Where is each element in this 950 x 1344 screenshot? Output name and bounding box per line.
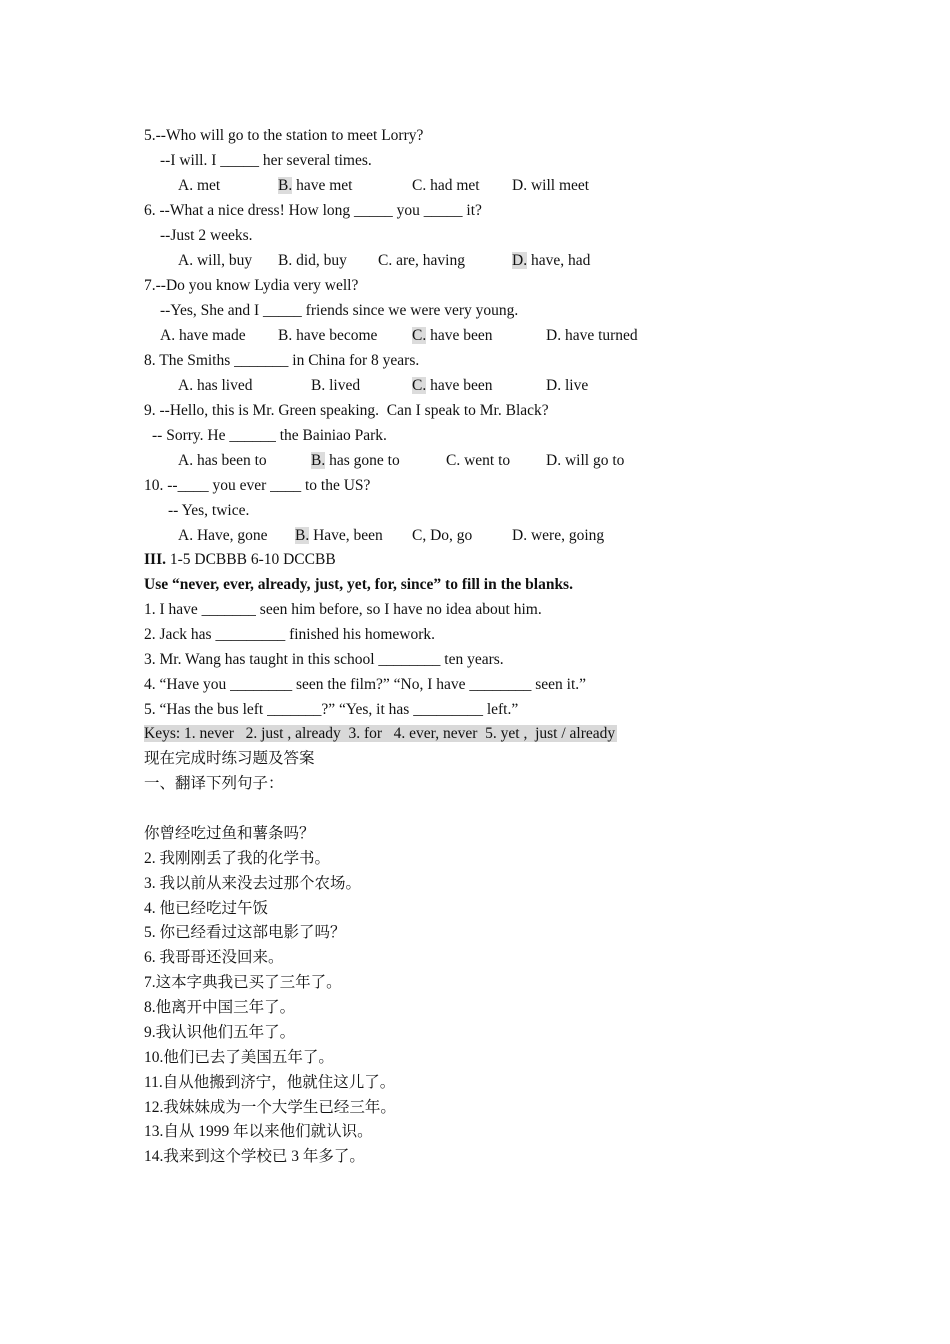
question-5-stem: 5.--Who will go to the station to meet Lorry? [144, 127, 424, 144]
option-b: B. have become [278, 327, 378, 344]
fill-item: 5. “Has the bus left _______?” “Yes, it has _________ left.” [144, 701, 519, 718]
option-b: B. has gone to [311, 452, 400, 469]
answer-highlight: D. [512, 252, 528, 269]
question-9-reply: -- Sorry. He ______ the Bainiao Park. [152, 427, 387, 444]
section-subtitle: 一、翻译下列句子： [144, 775, 284, 792]
question-9-stem: 9. --Hello, this is Mr. Green speaking. Can I speak to Mr. Black? [144, 402, 549, 419]
section-label: III. [144, 551, 166, 568]
option-a: A. has lived [178, 377, 253, 394]
question-10-reply: -- Yes, twice. [168, 502, 250, 519]
option-c: C. have been [412, 377, 493, 394]
translation-item: 10.他们已去了美国五年了。 [144, 1049, 334, 1066]
translation-item: 7.这本字典我已买了三年了。 [144, 974, 342, 991]
translation-item: 13.自从 1999 年以来他们就认识。 [144, 1123, 373, 1140]
question-7-stem: 7.--Do you know Lydia very well? [144, 277, 359, 294]
answer-key-line: III. 1-5 DCBBB 6-10 DCCBB [144, 551, 336, 568]
option-c: C. have been [412, 327, 493, 344]
translation-item: 2. 我刚刚丢了我的化学书。 [144, 850, 331, 867]
translation-item: 9.我认识他们五年了。 [144, 1024, 296, 1041]
option-d: D. were, going [512, 527, 605, 544]
option-b: B. Have, been [295, 527, 383, 544]
option-d: D. will meet [512, 177, 590, 194]
translation-item: 你曾经吃过鱼和薯条吗？ [144, 825, 315, 842]
question-10-stem: 10. --____ you ever ____ to the US? [144, 477, 371, 494]
option-b: B. lived [311, 377, 361, 394]
option-d: D. have turned [546, 327, 638, 344]
question-8-stem: 8. The Smiths _______ in China for 8 years. [144, 352, 420, 369]
translation-item: 12.我妹妹成为一个大学生已经三年。 [144, 1099, 396, 1116]
question-6-reply: --Just 2 weeks. [160, 227, 253, 244]
option-a: A. Have, gone [178, 527, 268, 544]
answer-highlight: B. [278, 177, 293, 194]
question-7-reply: --Yes, She and I _____ friends since we were very young. [160, 302, 519, 319]
option-c: C. went to [446, 452, 511, 469]
answer-highlight: C. [412, 377, 427, 394]
translation-item: 3. 我以前从来没去过那个农场。 [144, 875, 362, 892]
fill-keys: Keys: 1. never 2. just , already 3. for 4. ever, never 5. yet , just / already [144, 725, 616, 742]
option-c: C, Do, go [412, 527, 473, 544]
option-a: A. has been to [178, 452, 267, 469]
question-6-stem: 6. --What a nice dress! How long _____ you _____ it? [144, 202, 482, 219]
translation-item: 4. 他已经吃过午饭 [144, 900, 269, 917]
option-b: B. have met [278, 177, 353, 194]
translation-item: 8.他离开中国三年了。 [144, 999, 296, 1016]
question-5-reply: --I will. I _____ her several times. [160, 152, 372, 169]
option-a: A. have made [160, 327, 246, 344]
translation-item: 5. 你已经看过这部电影了吗？ [144, 924, 346, 941]
option-d: D. will go to [546, 452, 625, 469]
translation-item: 11.自从他搬到济宁，他就住这儿了。 [144, 1074, 396, 1091]
option-a: A. will, buy [178, 252, 253, 269]
answer-highlight: B. [295, 527, 310, 544]
option-c: C. had met [412, 177, 480, 194]
translation-item: 6. 我哥哥还没回来。 [144, 949, 284, 966]
fill-item: 3. Mr. Wang has taught in this school ________ ten years. [144, 651, 504, 668]
fill-item: 1. I have _______ seen him before, so I have no idea about him. [144, 601, 542, 618]
option-d: D. live [546, 377, 589, 394]
fill-item: 4. “Have you ________ seen the film?” “No, I have ________ seen it.” [144, 676, 587, 693]
answer-highlight: B. [311, 452, 326, 469]
option-d: D. have, had [512, 252, 591, 269]
option-a: A. met [178, 177, 221, 194]
fill-instruction: Use “never, ever, already, just, yet, for, since” to fill in the blanks. [144, 576, 573, 593]
section-title: 现在完成时练习题及答案 [144, 750, 315, 767]
option-b: B. did, buy [278, 252, 347, 269]
answer-highlight: C. [412, 327, 427, 344]
translation-item: 14.我来到这个学校已 3 年多了。 [144, 1148, 365, 1165]
fill-item: 2. Jack has _________ finished his homework. [144, 626, 436, 643]
option-c: C. are, having [378, 252, 465, 269]
